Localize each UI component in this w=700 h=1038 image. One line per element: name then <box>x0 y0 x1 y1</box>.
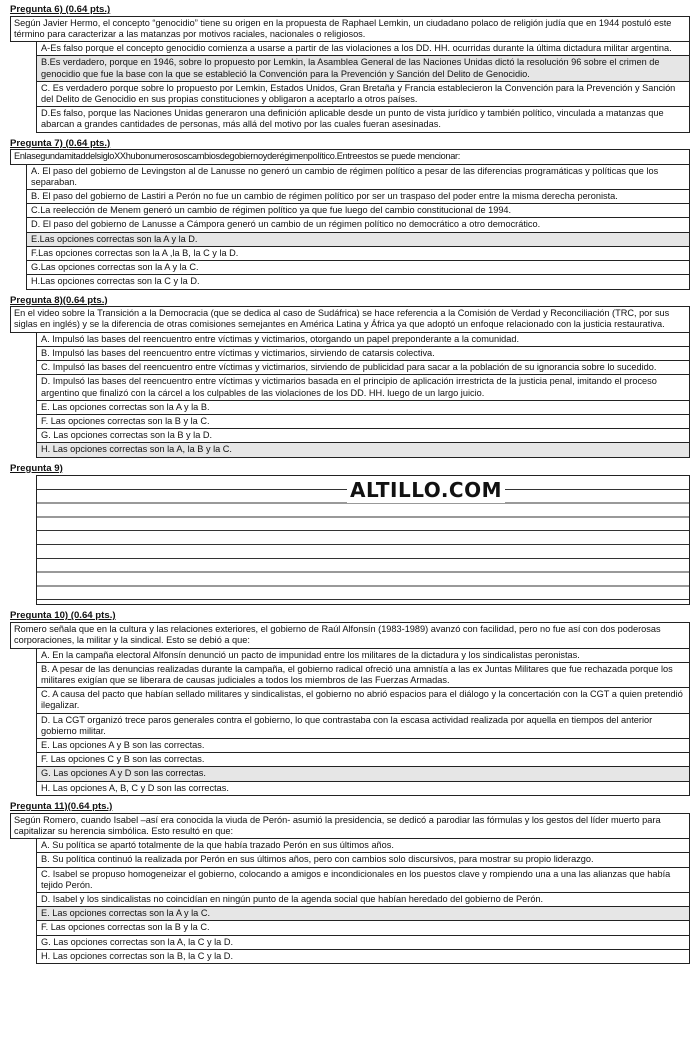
option-h[interactable]: H. Las opciones A, B, C y D son las correctas. <box>37 782 689 796</box>
option-c[interactable]: C. Es verdadero porque sobre lo propuesto por Lemkin, Estados Unidos, Gran Bretaña y Francia establecieron la Convención para la Prevención y Sanción del Delito de Genocidio en sus propias constituciones y obligaron a aceptarlo a otros países. <box>37 82 689 107</box>
option-g[interactable]: G. Las opciones A y D son las correctas. <box>37 767 689 781</box>
question-header: Pregunta 10) (0.64 pts.) <box>10 610 116 622</box>
options-list <box>36 839 690 964</box>
question-stem: Según Romero, cuando Isabel –así era conocida la viuda de Perón- asumió la presidencia, se dedicó a parodiar las fórmulas y los gestos del líder muerto para capitalizar su herencia simbólica. Esto resultó en que: <box>10 813 690 839</box>
answer-area <box>10 475 690 605</box>
question-header: Pregunta 7) (0.64 pts.) <box>10 137 111 149</box>
option-a[interactable]: A. Su política se apartó totalmente de la que había trazado Perón en sus últimos años. <box>37 839 689 853</box>
question-9 <box>10 463 690 606</box>
option-b[interactable]: B.Es verdadero, porque en 1946, sobre lo propuesto por Lemkin, la Asamblea General de las Naciones Unidas dictó la resolución 96 sobre el crimen de genocidio que fue la base con la que se estableció la Convención para la Prevención y Sanción del Delito de Genocidio. <box>37 56 689 81</box>
question-8 <box>10 295 690 458</box>
option-a[interactable]: A. En la campaña electoral Alfonsín denunció un pacto de impunidad entre los militares de la dictadura y los sindicalistas peronistas. <box>37 649 689 663</box>
option-a[interactable]: A-Es falso porque el concepto genocidio comienza a usarse a partir de las violaciones a los DD. HH. ocurridas durante la última dictadura militar argentina. <box>37 42 689 56</box>
options-list <box>26 165 690 290</box>
question-header: Pregunta 11)(0.64 pts.) <box>10 800 113 812</box>
question-header: Pregunta 9) <box>10 462 63 474</box>
option-d[interactable]: D. Isabel y los sindicalistas no coincidían en ningún punto de la agenda social que habían heredado del gobierno de Perón. <box>37 893 689 907</box>
option-b[interactable]: B. El paso del gobierno de Lastiri a Perón no fue un cambio de régimen político por ser un traspaso del poder entre la misma derecha peronista. <box>27 190 689 204</box>
option-f[interactable]: F. Las opciones correctas son la B y la C. <box>37 415 689 429</box>
question-6 <box>10 4 690 133</box>
option-f[interactable]: F.Las opciones correctas son la A ,la B, la C y la D. <box>27 247 689 261</box>
question-11 <box>10 801 690 964</box>
option-e[interactable]: E. Las opciones A y B son las correctas. <box>37 739 689 753</box>
option-a[interactable]: A. Impulsó las bases del reencuentro entre víctimas y victimarios, otorgando un papel preponderante a la comunidad. <box>37 333 689 347</box>
option-d[interactable]: D. El paso del gobierno de Lanusse a Cámpora generó un cambio de un régimen político no democrático a otro democrático. <box>27 218 689 232</box>
option-b[interactable]: B. Su política continuó la realizada por Perón en sus últimos años, pero con cambios solo discursivos, para mostrar su propio liderazgo. <box>37 853 689 867</box>
option-a[interactable]: A. El paso del gobierno de Levingston al de Lanusse no generó un cambio de régimen político a pesar de las diferencias programáticas y políticas que los separaban. <box>27 165 689 190</box>
option-b[interactable]: B. A pesar de las denuncias realizadas durante la campaña, el gobierno radical ofreció una amnistía a las ex Juntas Militares que fue rechazada porque los militares exigían que se liberara de causas judiciales a todos los miembros de las Fuerzas Armadas. <box>37 663 689 688</box>
option-h[interactable]: H. Las opciones correctas son la A, la B y la C. <box>37 443 689 457</box>
option-d[interactable]: D. La CGT organizó trece paros generales contra el gobierno, lo que contrastaba con la escasa actividad realizada por aquella en tiempos del anterior gobierno militar. <box>37 714 689 739</box>
option-c[interactable]: C. Isabel se propuso homogeneizar el gobierno, colocando a amigos e incondicionales en los puestos clave y rompiendo una a una las alianzas que había tejido Perón. <box>37 868 689 893</box>
option-g[interactable]: G. Las opciones correctas son la B y la D. <box>37 429 689 443</box>
option-f[interactable]: F. Las opciones correctas son la B y la C. <box>37 921 689 935</box>
option-g[interactable]: G. Las opciones correctas son la A, la C y la D. <box>37 936 689 950</box>
question-stem: Romero señala que en la cultura y las relaciones exteriores, el gobierno de Raúl Alfonsín (1983-1989) avanzó con facilidad, pero no fue así con dos poderosas corporaciones, la militar y la sindical. Esto se debió a que: <box>10 622 690 648</box>
options-list <box>36 649 690 796</box>
question-stem: En el video sobre la Transición a la Democracia (que se dedica al caso de Sudáfrica) se hace referencia a la Comisión de Verdad y Reconciliación (TRC, por sus siglas en inglés) y se la diferencia de otras comisiones semejantes en América Latina y África ya que adoptó un enfoque relacionado con la justicia restaurativa. <box>10 306 690 332</box>
option-e[interactable]: E. Las opciones correctas son la A y la C. <box>37 907 689 921</box>
options-list <box>36 333 690 458</box>
watermark-logo: ALTILLO.COM <box>347 478 505 502</box>
question-header: Pregunta 8)(0.64 pts.) <box>10 294 108 306</box>
options-list <box>36 42 690 133</box>
option-e[interactable]: E.Las opciones correctas son la A y la D. <box>27 233 689 247</box>
option-h[interactable]: H. Las opciones correctas son la B, la C y la D. <box>37 950 689 964</box>
option-c[interactable]: C.La reelección de Menem generó un cambio de régimen político ya que fue luego del cambio constitucional de 1994. <box>27 204 689 218</box>
question-7 <box>10 138 690 290</box>
option-b[interactable]: B. Impulsó las bases del reencuentro entre víctimas y victimarios, sirviendo de catarsis colectiva. <box>37 347 689 361</box>
option-d[interactable]: D.Es falso, porque las Naciones Unidas generaron una definición aplicable desde un punto de vista jurídico y también político, vinculada a matanzas que abarcan a grandes cantidades de personas, más allá del motivo por las cuales fueran asesinadas. <box>37 107 689 132</box>
option-f[interactable]: F. Las opciones C y B son las correctas. <box>37 753 689 767</box>
answer-lines[interactable] <box>36 475 690 605</box>
question-10 <box>10 610 690 796</box>
question-stem: EnlasegundamitaddelsigloXXhubonumerososcambiosdegobiernoyderégimenpolítico.Entreestos se puede mencionar: <box>10 149 690 164</box>
option-g[interactable]: G.Las opciones correctas son la A y la C. <box>27 261 689 275</box>
option-d[interactable]: D. Impulsó las bases del reencuentro entre víctimas y victimarios basada en el principio de aplicación irrestricta de la justicia penal, imitando el proceso argentino que finalizó con la cárcel a los culpables de las violaciones de los DD. HH. luego de un largo juicio. <box>37 375 689 400</box>
option-c[interactable]: C. Impulsó las bases del reencuentro entre víctimas y victimarios, sirviendo de publicidad para sacar a la población de su ignorancia sobre lo sucedido. <box>37 361 689 375</box>
option-c[interactable]: C. A causa del pacto que habían sellado militares y sindicalistas, el gobierno no abrió espacios para el diálogo y la concertación con la CGT a quien pretendió ilegalizar. <box>37 688 689 713</box>
exam-document <box>10 4 690 964</box>
option-e[interactable]: E. Las opciones correctas son la A y la B. <box>37 401 689 415</box>
question-header: Pregunta 6) (0.64 pts.) <box>10 4 111 15</box>
option-h[interactable]: H.Las opciones correctas son la C y la D. <box>27 275 689 289</box>
question-stem: Según Javier Hermo, el concepto “genocidio” tiene su origen en la propuesta de Raphael Lemkin, un ciudadano polaco de religión judía que en 1944 postuló este término para caracterizar a las matanzas por motivos raciales, nacionales o religiosos. <box>10 16 690 42</box>
